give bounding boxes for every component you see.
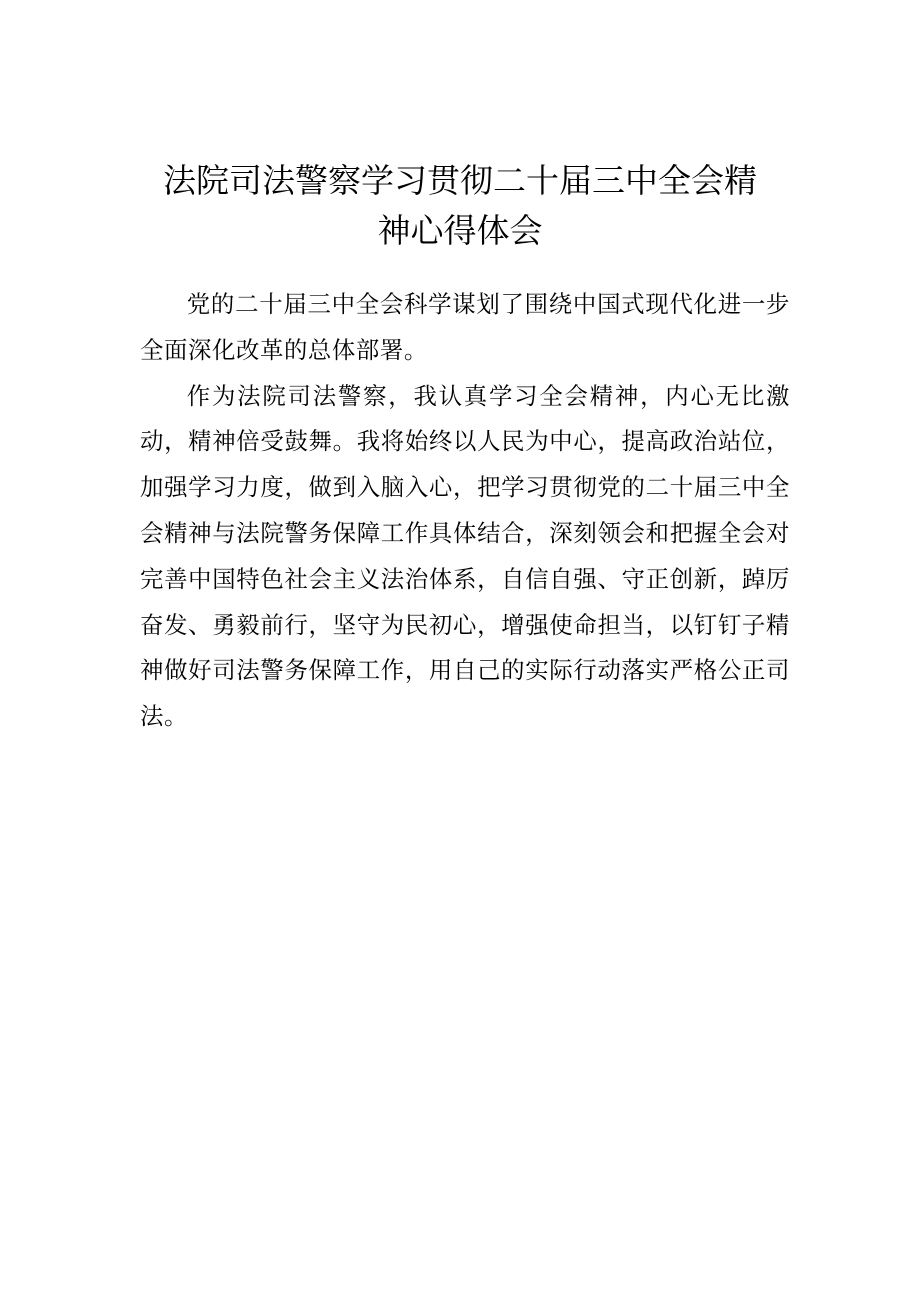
title-line-2: 神心得体会 [377, 211, 543, 250]
document-title [120, 156, 800, 256]
paragraph-2: 作为法院司法警察，我认真学习全会精神，内心无比激动，精神倍受鼓舞。我将始终以人民为中心，提高政治站位，加强学习力度，做到入脑入心，把学习贯彻党的二十届三中全会精神与法院警务保障工作具体结合，深刻领会和把握全会对完善中国特色社会主义法治体系，自信自强、守正创新，踔厉奋发、勇毅前行，坚守为民初心，增强使命担当，以钉钉子精神做好司法警务保障工作，用自己的实际行动落实严格公正司法。 [140, 381, 790, 731]
document-body [140, 282, 790, 740]
paragraph-1: 党的二十届三中全会科学谋划了围绕中国式现代化进一步全面深化改革的总体部署。 [140, 290, 790, 364]
title-line-1: 法院司法警察学习贯彻二十届三中全会精 [163, 161, 757, 200]
